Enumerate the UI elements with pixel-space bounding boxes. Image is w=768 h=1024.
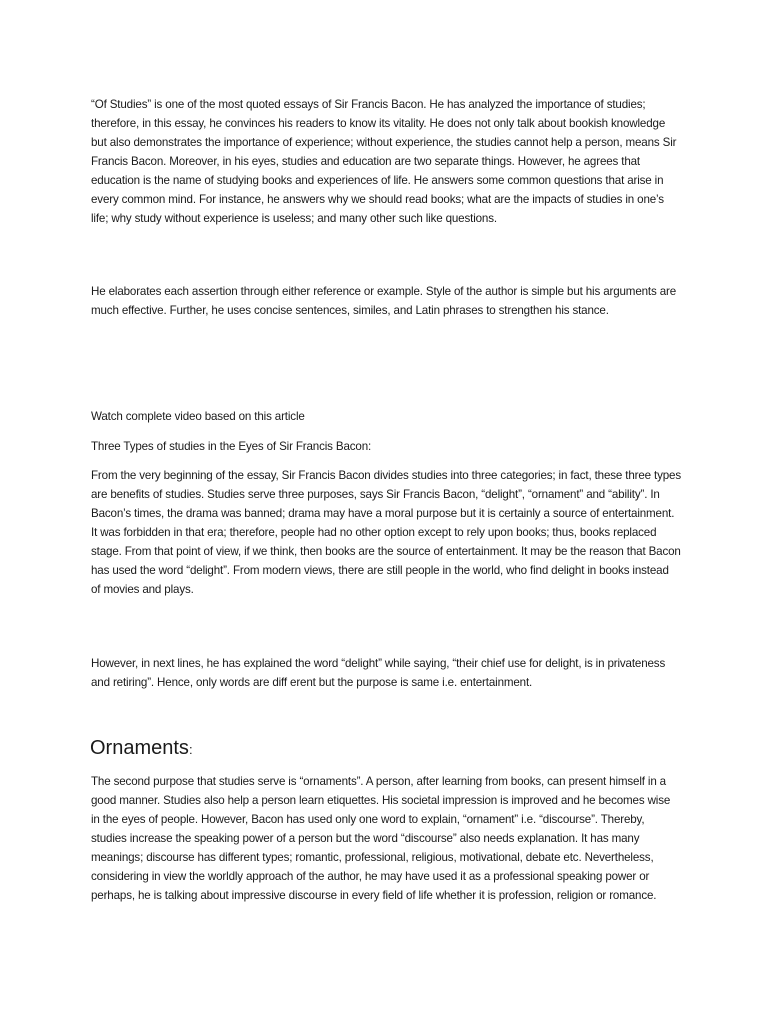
delight-paragraph: From the very beginning of the essay, Sir Francis Bacon divides studies into three categories; in fact, these three types are benefits of studies. Studies serve three purposes, says Sir Francis Bacon, “delight”, “ornament” and “ability”. In Bacon’s times, the drama was banned; drama may have a moral purpose but it is certainly a source of entertainment. It was forbidden in that era; therefore, people had no other option except to rely upon books; thus, books replaced stage. From that point of view, if we think, then books are the source of entertainment. It may be the reason that Bacon has used the word “delight”. From modern views, there are still people in the world, who find delight in books instead of movies and plays.	[91, 469, 681, 596]
style-paragraph: He elaborates each assertion through either reference or example. Style of the author is simple but his arguments are much effective. Further, he uses concise sentences, similes, and Latin phrases to strengthen his stance.	[91, 285, 677, 317]
section-title: Three Types of studies in the Eyes of Sir Francis Bacon:	[91, 440, 372, 453]
intro-paragraph: “Of Studies” is one of the most quoted essays of Sir Francis Bacon. He has analyzed the importance of studies; therefore, in this essay, he convinces his readers to know its vitality. He does not only talk about bookish knowledge but also demonstrates the importance of experience; without experience, the studies cannot help a person, means Sir Francis Bacon. Moreover, in his eyes, studies and education are two separate things. However, he agrees that education is the name of studying books and experiences of life. He answers some common questions that arise in every common mind. For instance, he answers why we should read books; what are the impacts of studies in one’s life; why study without experience is useless; and many other such like questions.	[91, 98, 677, 225]
delight-explanation-paragraph: However, in next lines, he has explained the word “delight” while saying, “their chief use for delight, is in privateness and retiring”. Hence, only words are diff erent but the purpose is same i.e. entertainment.	[91, 657, 666, 689]
ornaments-paragraph: The second purpose that studies serve is “ornaments”. A person, after learning from books, can present himself in a good manner. Studies also help a person learn etiquettes. His societal impression is improved and he becomes wise in the eyes of people. However, Bacon has used only one word to explain, “ornament” i.e. “discourse”. Thereby, studies increase the speaking power of a person but the word “discourse” also needs explanation. It has many meanings; discourse has different types; romantic, professional, religious, motivational, debate etc. Nevertheless, considering in view the worldly approach of the author, he may have used it as a professional speaking power or perhaps, he is talking about impressive discourse in every field of life whether it is profession, religion or romance.	[91, 775, 671, 902]
video-note: Watch complete video based on this article	[91, 410, 305, 423]
ornaments-heading-colon: :	[188, 742, 193, 757]
ornaments-heading	[90, 735, 193, 763]
ornaments-heading-text: Ornaments	[90, 737, 189, 759]
